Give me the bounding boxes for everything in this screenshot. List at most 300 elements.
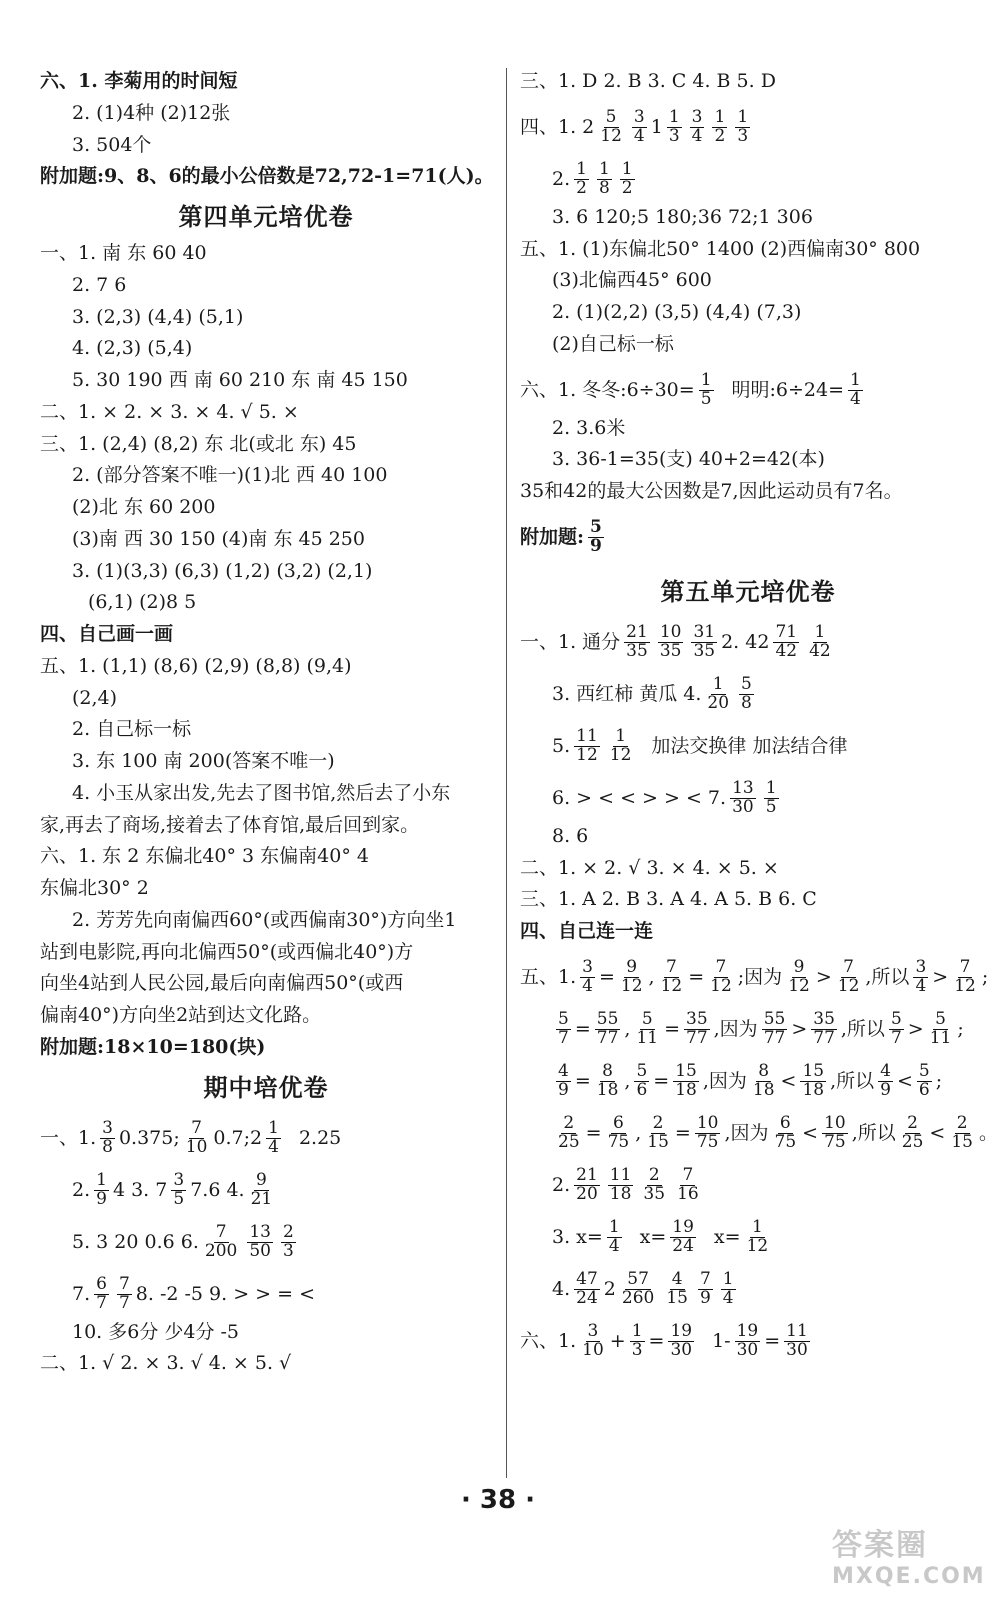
numerator: 3 <box>582 957 593 978</box>
answer-text: ,因为 <box>724 1121 769 1144</box>
answer-line: 3. 东 100 南 200(答案不唯一) <box>72 750 335 772</box>
denominator: 24 <box>672 1236 694 1257</box>
numerator: 1 <box>714 107 726 128</box>
answer-text: x= <box>713 1225 741 1248</box>
numerator: 7 <box>682 1165 694 1186</box>
answer-text: 1- <box>712 1329 731 1352</box>
fraction <box>949 1115 975 1152</box>
fraction <box>203 1224 239 1261</box>
denominator: 12 <box>788 976 810 997</box>
compare-sign: < <box>802 1121 819 1144</box>
numerator: 1 <box>814 622 826 643</box>
denominator: 35 <box>643 1184 666 1205</box>
answer-line <box>520 721 976 773</box>
fraction <box>100 1120 115 1157</box>
answer-line <box>40 1269 492 1321</box>
answer-line: 五、1. (1)东偏北50° 1400 (2)西偏南30° 800 <box>520 237 921 260</box>
answer-text: 六、1. <box>520 1329 577 1352</box>
fraction <box>641 1167 667 1204</box>
numerator: 5 <box>890 1009 902 1030</box>
comparison-line: $\frac{4}{9}$ = $\frac{8}{18}$ , $\frac{5}{6}$ = $\frac{15}{18}$ ,因为 $\frac{8}{18}$ < $\frac{15}{18}$ ,所以 $\frac{4}{9}$ < $\frac{5}{6}$ ; <box>558 1061 943 1101</box>
numerator: 5 <box>641 1009 653 1030</box>
denominator: 4 <box>850 389 861 409</box>
fraction <box>249 1172 275 1209</box>
site-watermark <box>832 1520 986 1590</box>
denominator: 18 <box>596 1080 619 1101</box>
answer-line: 2. 芳芳先向南偏西60°(或西偏南30°)方向坐1 <box>72 908 457 931</box>
fraction <box>745 1219 771 1256</box>
numerator: 1 <box>96 1170 107 1191</box>
denominator: 12 <box>660 976 683 997</box>
denominator: 4 <box>608 1236 620 1257</box>
left-column <box>40 70 492 1384</box>
numerator: 1 <box>268 1118 279 1139</box>
fraction <box>574 1167 600 1204</box>
denominator: 5 <box>765 797 777 818</box>
compare-sign: > <box>932 965 949 988</box>
denominator: 12 <box>710 976 732 997</box>
answer-line <box>40 1217 492 1269</box>
numerator: 3 <box>633 107 645 128</box>
answer-line <box>520 154 976 206</box>
answer-text: 一、1. 通分 <box>520 630 621 653</box>
fraction <box>730 780 756 817</box>
bonus-answer: 附加题:9、8、6的最小公倍数是72,72-1=71(人)。 <box>40 165 494 188</box>
denominator: 5 <box>700 389 712 409</box>
denominator: 8 <box>598 178 610 199</box>
denominator: 11 <box>636 1028 659 1049</box>
numerator: 19 <box>736 1321 759 1342</box>
numerator: 7 <box>843 957 854 978</box>
fraction <box>588 519 604 556</box>
numerator: 5 <box>605 107 617 128</box>
answer-line: 六、1. $\frac{3}{10}$ + $\frac{1}{3}$ = $\frac{19}{30}$ 1- $\frac{19}{30}$ = $\frac{11}{30}$ <box>520 1321 808 1361</box>
numerator: 7 <box>699 1269 711 1290</box>
answer-text: 8. -2 -5 9. > > = < <box>135 1282 316 1305</box>
fraction <box>773 1115 799 1152</box>
numerator: 1 <box>700 370 712 391</box>
denominator: 9 <box>590 536 602 557</box>
midterm-title: 期中培优卷 <box>203 1072 329 1102</box>
answer-text: 0.7;2 <box>213 1126 263 1149</box>
numerator: 4 <box>558 1061 569 1082</box>
answer-line: (2)北 东 60 200 <box>72 496 216 518</box>
answer-line: 三、1. (2,4) (8,2) 东 北(或北 东) 45 <box>40 432 357 455</box>
fraction <box>913 959 928 996</box>
numerator: 3 <box>691 107 703 128</box>
denominator: 7 <box>890 1028 902 1049</box>
fraction <box>889 1011 904 1048</box>
fraction <box>764 780 779 817</box>
numerator: 55 <box>596 1009 619 1030</box>
numerator: 15 <box>802 1061 825 1082</box>
fraction <box>580 1323 606 1360</box>
numerator: 1 <box>608 1217 620 1238</box>
denominator: 77 <box>596 1028 619 1049</box>
answer-line: 二、1. × 2. × 3. × 4. √ 5. × <box>40 400 299 423</box>
numerator: 3 <box>915 957 927 978</box>
answer-text: 6. > < < > > < 7. <box>552 786 727 809</box>
fraction <box>691 624 717 661</box>
fraction <box>645 1115 671 1152</box>
answer-line <box>520 1212 976 1264</box>
answer-line <box>520 617 976 669</box>
answer-text: 2. <box>552 167 571 190</box>
fraction <box>848 372 863 409</box>
numerator: 8 <box>602 1061 613 1082</box>
answer-text: 明明:6÷24= <box>731 378 845 401</box>
fraction <box>751 1063 777 1100</box>
fraction <box>698 1271 713 1308</box>
answer-line: 8. 6 <box>552 824 589 847</box>
denominator: 4 <box>722 1288 734 1309</box>
fraction <box>94 1172 109 1209</box>
answer-line: 三、1. A 2. B 3. A 4. A 5. B 6. C <box>520 888 817 911</box>
answer-line: 4. 小玉从家出发,先去了图书馆,然后去了小东 <box>72 781 451 804</box>
denominator: 20 <box>576 1184 598 1205</box>
numerator: 5 <box>636 1061 648 1082</box>
fraction <box>712 109 727 146</box>
denominator: 35 <box>693 641 716 662</box>
denominator: 9 <box>699 1288 711 1309</box>
numerator: 2 <box>563 1113 575 1134</box>
answer-text: ,所以 <box>851 1121 896 1144</box>
numerator: 1 <box>737 107 749 128</box>
numerator: 1 <box>615 726 627 747</box>
fraction <box>786 959 812 996</box>
numerator: 4 <box>671 1269 683 1290</box>
fraction <box>659 959 685 996</box>
numerator: 9 <box>793 957 805 978</box>
comparison-line: 五、1. $\frac{3}{4}$ = $\frac{9}{12}$ , $\frac{7}{12}$ = $\frac{7}{12}$ ;因为 $\frac{9}{12}$ > $\frac{7}{12}$ ,所以 $\frac{3}{4}$ > $\frac{7}{12}$ ; <box>520 957 989 997</box>
fraction <box>595 1011 621 1048</box>
fraction <box>739 676 754 713</box>
compare-sign: < <box>896 1069 913 1092</box>
answer-line: 站到电影院,再向北偏西50°(或西偏北40°)方 <box>40 940 414 963</box>
fraction <box>695 1115 721 1152</box>
answer-text: 5. 3 20 0.6 6. <box>72 1230 199 1253</box>
fraction <box>684 1011 710 1048</box>
answer-line: 五、1. (1,1) (8,6) (2,9) (8,8) (9,4) <box>40 654 352 677</box>
fraction <box>620 1271 656 1308</box>
numerator: 11 <box>786 1321 808 1342</box>
fraction <box>664 1271 690 1308</box>
numerator: 15 <box>675 1061 697 1082</box>
denominator: 7 <box>96 1293 107 1313</box>
numerator: 11 <box>576 726 598 747</box>
fraction <box>675 1167 701 1204</box>
answer-text: 4. <box>552 1277 571 1300</box>
denominator: 6 <box>918 1080 930 1101</box>
numerator: 5 <box>558 1009 569 1030</box>
answer-text: 2 <box>603 1277 616 1300</box>
fraction <box>94 1276 109 1313</box>
answer-text: 加法交换律 加法结合律 <box>651 734 848 757</box>
denominator: 12 <box>576 745 598 766</box>
fraction <box>708 959 734 996</box>
fraction <box>117 1276 132 1313</box>
denominator: 10 <box>582 1340 604 1361</box>
answer-line <box>520 365 976 417</box>
numerator: 10 <box>659 622 682 643</box>
fraction <box>556 1063 571 1100</box>
numerator: 10 <box>696 1113 719 1134</box>
numerator: 4 <box>880 1061 891 1082</box>
answer-line: 3. 504个 <box>72 133 152 156</box>
denominator: 30 <box>786 1340 808 1361</box>
fraction <box>705 676 731 713</box>
denominator: 12 <box>746 1236 769 1257</box>
answer-line: (2)自己标一标 <box>552 332 674 355</box>
numerator: 3 <box>587 1321 599 1342</box>
denominator: 25 <box>901 1132 924 1153</box>
denominator: 3 <box>668 126 680 147</box>
answer-line: 5. 30 190 西 南 60 210 东 南 45 150 <box>72 369 408 391</box>
answer-text: 四、1. 2 <box>520 115 595 138</box>
denominator: 77 <box>686 1028 708 1049</box>
fraction <box>580 959 595 996</box>
numerator: 31 <box>693 622 716 643</box>
fraction <box>281 1224 296 1261</box>
fraction <box>735 1323 761 1360</box>
comparison-line: $\frac{5}{7}$ = $\frac{55}{77}$ , $\frac{5}{11}$ = $\frac{35}{77}$ ,因为 $\frac{55}{77}$ > $\frac{35}{77}$ ,所以 $\frac{5}{7}$ > $\frac{5}{11}$ ; <box>558 1009 964 1049</box>
answer-line <box>520 1160 976 1212</box>
denominator: 12 <box>837 976 860 997</box>
fraction <box>784 1323 810 1360</box>
answer-line: 2. 3.6米 <box>552 416 626 439</box>
fraction <box>807 624 833 661</box>
denominator: 18 <box>675 1080 697 1101</box>
denominator: 3 <box>737 126 749 147</box>
fraction <box>917 1063 932 1100</box>
numerator: 7 <box>215 1222 227 1243</box>
bonus-answer <box>520 512 976 564</box>
answer-text: 1 <box>650 115 663 138</box>
fraction <box>624 624 650 661</box>
answer-line: 2. (1)(2,2) (3,5) (4,4) (7,3) <box>552 301 802 323</box>
numerator: 2 <box>907 1113 918 1134</box>
denominator: 50 <box>249 1241 271 1261</box>
fraction <box>620 161 635 198</box>
denominator: 2 <box>714 126 726 147</box>
denominator: 30 <box>670 1340 693 1361</box>
watermark-logo-text: 答案圈 <box>832 1528 928 1563</box>
answer-text: ,所以 <box>865 965 910 988</box>
fraction <box>878 1063 893 1100</box>
numerator: 2 <box>956 1113 968 1134</box>
denominator: 30 <box>736 1340 759 1361</box>
answer-line: 六、1. 东 2 东偏北40° 3 东偏南40° 4 <box>40 845 369 868</box>
answer-line <box>40 1113 492 1165</box>
denominator: 75 <box>824 1132 846 1153</box>
comparison-line: $\frac{2}{25}$ = $\frac{6}{75}$ , $\frac{2}{15}$ = $\frac{10}{75}$ ,因为 $\frac{6}{75}$ < $\frac{10}{75}$ ,所以 $\frac{2}{25}$ < $\frac{2}{15}$ 。 <box>558 1113 998 1153</box>
denominator: 20 <box>707 693 730 714</box>
numerator: 1 <box>712 674 724 695</box>
numerator: 19 <box>672 1217 694 1238</box>
answer-text: 六、1. 冬冬:6÷30= <box>520 378 695 401</box>
denominator: 75 <box>696 1132 719 1153</box>
numerator: 19 <box>670 1321 693 1342</box>
answer-text: ,因为 <box>713 1017 758 1040</box>
denominator: 7 <box>118 1293 130 1313</box>
fraction <box>836 959 862 996</box>
fraction <box>900 1115 926 1152</box>
denominator: 77 <box>813 1028 835 1049</box>
fraction <box>574 728 600 765</box>
numerator: 1 <box>621 159 633 180</box>
fraction <box>556 1011 571 1048</box>
answer-text: 2. 42 <box>721 630 770 653</box>
compare-sign: > <box>791 1017 808 1040</box>
fraction <box>607 1219 622 1256</box>
denominator: 25 <box>558 1132 580 1153</box>
fraction <box>184 1120 210 1157</box>
answer-line: 2. (1)4种 (2)12张 <box>72 101 231 124</box>
fraction <box>952 959 978 996</box>
denominator: 42 <box>775 641 798 662</box>
answer-text: 7.6 4. <box>190 1178 245 1201</box>
numerator: 2 <box>652 1113 664 1134</box>
numerator: 47 <box>576 1269 598 1290</box>
numerator: 1 <box>598 159 610 180</box>
bonus-answer: 附加题:18×10=180(块) <box>40 1035 266 1058</box>
answer-text: 一、1. <box>40 1126 97 1149</box>
numerator: 3 <box>102 1118 113 1139</box>
denominator: 3 <box>283 1241 294 1261</box>
answer-text: 五、1. <box>520 965 577 988</box>
answer-text: 2. <box>552 1173 571 1196</box>
fraction <box>619 959 645 996</box>
numerator: 55 <box>763 1009 786 1030</box>
denominator: 11 <box>929 1028 952 1049</box>
answer-line: 四、自己画一画 <box>40 623 174 645</box>
fraction <box>699 372 714 409</box>
numerator: 21 <box>626 622 648 643</box>
answer-line: 家,再去了商场,接着去了体育馆,最后回到家。 <box>40 813 420 836</box>
fraction <box>658 624 684 661</box>
fraction <box>735 109 750 146</box>
numerator: 10 <box>824 1113 846 1134</box>
fraction <box>247 1224 273 1261</box>
numerator: 8 <box>758 1061 770 1082</box>
fraction <box>606 1115 632 1152</box>
fraction <box>670 1219 696 1256</box>
fraction <box>608 728 634 765</box>
denominator: 16 <box>677 1184 699 1205</box>
fraction <box>597 161 612 198</box>
fraction <box>598 109 624 146</box>
denominator: 12 <box>609 745 632 766</box>
answer-line: 六、1. 李菊用的时间短 <box>40 70 238 92</box>
unit-five-title: 第五单元培优卷 <box>660 576 836 606</box>
answer-text: 附加题: <box>520 525 585 548</box>
numerator: 2 <box>283 1222 294 1243</box>
denominator: 4 <box>268 1137 279 1157</box>
numerator: 1 <box>576 159 587 180</box>
fraction <box>634 1011 660 1048</box>
answer-line: 4. (2,3) (5,4) <box>72 337 193 360</box>
numerator: 6 <box>96 1274 107 1295</box>
answer-line: 东偏北30° 2 <box>40 877 149 899</box>
denominator: 75 <box>607 1132 630 1153</box>
denominator: 18 <box>802 1080 825 1101</box>
column-divider <box>506 68 507 1478</box>
numerator: 1 <box>765 778 777 799</box>
fraction <box>762 1011 788 1048</box>
fraction <box>800 1063 826 1100</box>
denominator: 21 <box>250 1189 273 1209</box>
denominator: 200 <box>204 1241 238 1261</box>
denominator: 15 <box>951 1132 973 1153</box>
numerator: 35 <box>813 1009 835 1030</box>
denominator: 35 <box>659 641 682 662</box>
denominator: 10 <box>185 1137 208 1157</box>
page-number: · 38 · <box>460 1485 536 1515</box>
numerator: 1 <box>850 370 861 391</box>
answer-line: 3. (1)(3,3) (6,3) (1,2) (3,2) (2,1) <box>72 559 373 582</box>
answer-text: 7. <box>72 1282 91 1305</box>
denominator: 35 <box>626 641 648 662</box>
numerator: 1 <box>631 1321 643 1342</box>
fraction <box>822 1115 848 1152</box>
answer-text: x= <box>639 1225 667 1248</box>
denominator: 18 <box>752 1080 775 1101</box>
numerator: 9 <box>626 957 638 978</box>
answer-line: 10. 多6分 少4分 -5 <box>72 1320 240 1343</box>
denominator: 18 <box>609 1184 632 1205</box>
denominator: 12 <box>600 126 622 147</box>
numerator: 1 <box>722 1269 734 1290</box>
numerator: 5 <box>590 517 602 538</box>
answer-line: 3. 6 120;5 180;36 72;1 306 <box>552 205 813 228</box>
answer-text: 0.375; <box>118 1126 180 1149</box>
answer-line: 二、1. √ 2. × 3. √ 4. × 5. √ <box>40 1352 292 1375</box>
answer-line: 三、1. D 2. B 3. C 4. B 5. D <box>520 70 776 92</box>
numerator: 5 <box>935 1009 946 1030</box>
numerator: 7 <box>715 957 727 978</box>
numerator: 1 <box>668 107 680 128</box>
denominator: 12 <box>954 976 976 997</box>
denominator: 4 <box>582 976 593 997</box>
fraction <box>668 1323 694 1360</box>
answer-line: (2,4) <box>72 686 118 709</box>
denominator: 15 <box>666 1288 688 1309</box>
answer-text: ,因为 <box>702 1069 747 1092</box>
unit-four-title: 第四单元培优卷 <box>178 202 354 231</box>
watermark-url: MXQE.COM <box>832 1564 986 1589</box>
numerator: 35 <box>686 1009 708 1030</box>
fraction <box>574 1271 600 1308</box>
fraction <box>673 1063 699 1100</box>
denominator: 12 <box>620 976 643 997</box>
compare-sign: < <box>780 1069 797 1092</box>
answer-line <box>520 669 976 721</box>
numerator: 7 <box>665 957 677 978</box>
answer-line: 二、1. × 2. √ 3. × 4. × 5. × <box>520 856 779 879</box>
fraction <box>667 109 682 146</box>
numerator: 21 <box>576 1165 598 1186</box>
denominator: 4 <box>691 126 703 147</box>
denominator: 15 <box>647 1132 669 1153</box>
fraction <box>595 1063 621 1100</box>
answer-text: 3. x= <box>552 1225 603 1248</box>
numerator: 13 <box>249 1222 271 1243</box>
numerator: 3 <box>173 1170 185 1191</box>
fraction <box>634 1063 649 1100</box>
right-column <box>520 70 998 1368</box>
numerator: 71 <box>775 622 798 643</box>
fraction <box>928 1011 954 1048</box>
